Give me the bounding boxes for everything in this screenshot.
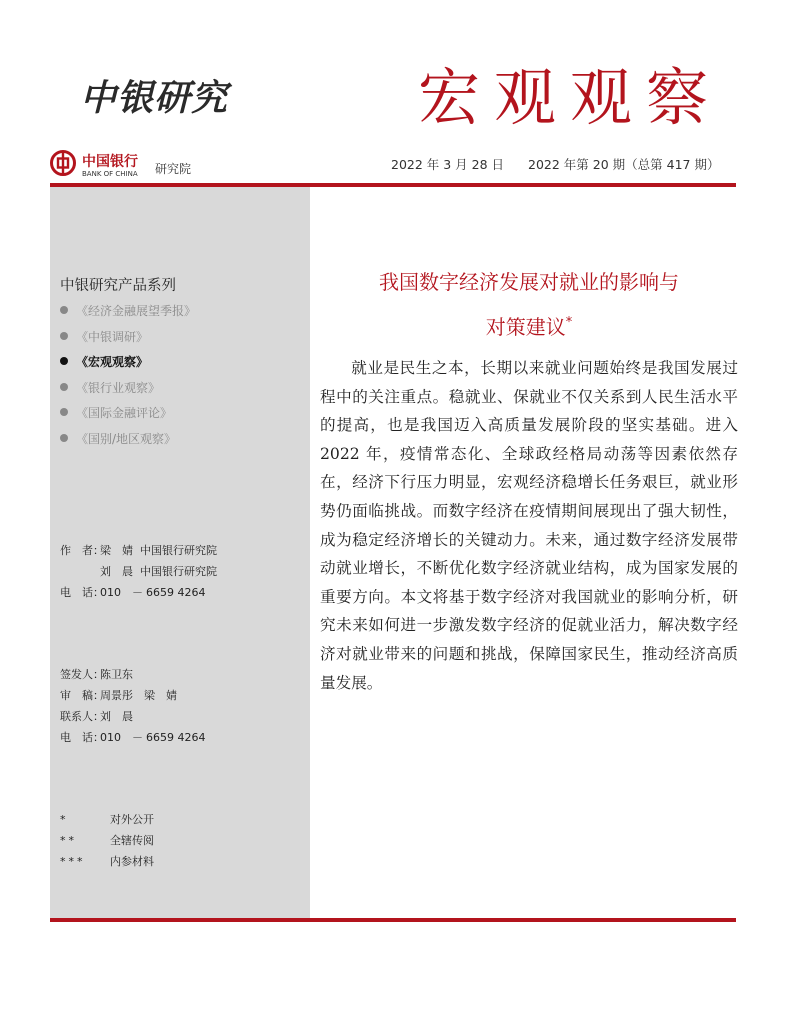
author-org: 中国银行研究院	[140, 544, 217, 557]
author-row	[60, 561, 217, 582]
contact-name: 刘 晨	[100, 710, 133, 723]
boc-emblem-icon	[50, 150, 76, 176]
phone-number: 6659 4264	[146, 731, 206, 744]
access-level-row	[60, 851, 154, 872]
series-item-active: 《宏观观察》	[60, 353, 196, 379]
phone-label: 电 话：	[60, 586, 104, 599]
bottom-divider	[50, 918, 736, 922]
series-item: 《国别/地区观察》	[60, 430, 196, 456]
access-stars: **	[60, 834, 77, 847]
reviewer-row	[60, 685, 206, 706]
bullet-icon	[60, 408, 68, 416]
author-label: 作 者：	[60, 544, 104, 557]
institute-label: 研究院	[155, 162, 192, 176]
series-item: 《银行业观察》	[60, 379, 196, 405]
bullet-icon	[60, 383, 68, 391]
series-item: 《经济金融展望季报》	[60, 302, 196, 328]
access-label: 全辖传阅	[110, 834, 154, 847]
signer-row	[60, 664, 206, 685]
article-title-line1: 我国数字经济发展对就业的影响与	[379, 270, 679, 294]
article-title-line2: 对策建议*	[485, 315, 573, 339]
approval-phone-row	[60, 727, 206, 748]
calligraphy-logo: 中银研究	[80, 77, 229, 119]
bullet-icon	[60, 434, 68, 442]
signer-label: 签发人：	[60, 668, 104, 681]
approval-block	[60, 664, 206, 748]
bullet-icon	[60, 357, 68, 365]
article-body: 就业是民生之本，长期以来就业问题始终是我国发展过程中的关注重点。稳就业、保就业不仅关系到人民生活水平的提高，也是我国迈入高质量发展阶段的坚实基础。进入 2022 年，疫情常态化、全球政经格局动荡等因素依然存在，经济下行压力明显，宏观经济稳增长任务艰巨，就业形势仍面临挑战。而数字经济在疫情期间展现出了强大韧性，成为稳定经济增长的关键动力。未来，通过数字经济发展带动就业增长，不断优化数字经济就业结构，成为国家发展的重要方向。本文将基于数字经济对我国就业的影响分析，研究未来如何进一步激发数字经济的促就业活力，解决数字经济对就业带来的问题和挑战，保障国家民生，推动经济高质量发展。	[320, 359, 738, 692]
author-row	[60, 540, 217, 561]
publication-title: 宏观观察	[418, 61, 723, 134]
footnote-mark: *	[565, 315, 573, 330]
series-list	[60, 302, 196, 455]
publication-date: 2022 年 3 月 28 日	[391, 157, 505, 172]
author-org: 中国银行研究院	[140, 565, 217, 578]
access-level-row	[60, 830, 154, 851]
access-stars: ***	[60, 855, 86, 868]
signer-name: 陈卫东	[100, 668, 133, 681]
issue-number: 2022 年第 20 期（总第 417 期）	[528, 157, 720, 172]
bullet-icon	[60, 332, 68, 340]
contact-label: 联系人：	[60, 710, 104, 723]
series-title: 中银研究产品系列	[60, 278, 176, 294]
series-item: 《中银调研》	[60, 328, 196, 354]
access-label: 内参材料	[110, 855, 154, 868]
bank-name-cn: 中国银行	[82, 154, 138, 170]
access-level-row	[60, 809, 154, 830]
series-item: 《国际金融评论》	[60, 404, 196, 430]
contact-row	[60, 706, 206, 727]
bank-name-en: BANK OF CHINA	[82, 170, 138, 178]
access-label: 对外公开	[110, 813, 154, 826]
author-name: 梁 婧	[100, 544, 133, 557]
access-level-legend	[60, 809, 154, 872]
author-name: 刘 晨	[100, 565, 133, 578]
reviewer-names: 周景彤 梁 婧	[100, 689, 177, 702]
phone-area-code: 010 －	[100, 731, 143, 744]
phone-number: 6659 4264	[146, 586, 206, 599]
access-stars: *	[60, 813, 69, 826]
bullet-icon	[60, 306, 68, 314]
author-block	[60, 540, 217, 603]
reviewer-label: 审 稿：	[60, 689, 104, 702]
author-phone-row	[60, 582, 217, 603]
phone-label: 电 话：	[60, 731, 104, 744]
phone-area-code: 010 －	[100, 586, 143, 599]
